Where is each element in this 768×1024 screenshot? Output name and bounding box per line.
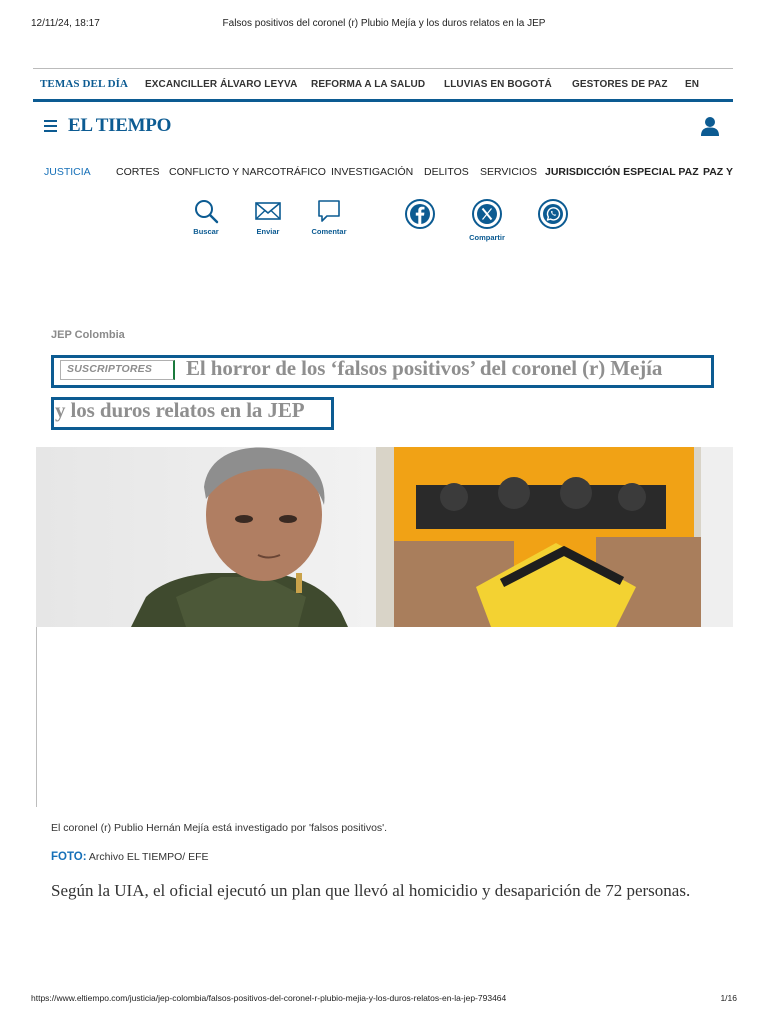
- print-url: https://www.eltiempo.com/justicia/jep-colombia/falsos-positivos-del-coronel-r-plubio-mejia-y-los-duros-relatos-en-la-jep-793464: [31, 993, 507, 1003]
- nav-item-conflicto[interactable]: CONFLICTO Y NARCOTRÁFICO: [169, 166, 326, 178]
- print-datetime: 12/11/24, 18:17: [31, 18, 100, 29]
- search-button[interactable]: [178, 198, 234, 236]
- x-twitter-icon: [471, 198, 503, 230]
- photo-caption: El coronel (r) Publio Hernán Mejía está investigado por 'falsos positivos'.: [51, 822, 388, 834]
- comment-label: Comentar: [311, 227, 347, 236]
- image-placeholder-edge: [36, 627, 37, 807]
- article-lead: Según la UIA, el oficial ejecutó un plan que llevó al homicidio y desaparición de 72 personas.: [51, 881, 691, 900]
- topic-link-gestores[interactable]: GESTORES DE PAZ: [572, 79, 668, 90]
- facebook-share-button[interactable]: [392, 198, 448, 230]
- share-label: Compartir: [469, 233, 505, 242]
- photo-credit: [51, 851, 209, 863]
- article-headline-continued: y los duros relatos en la JEP: [55, 398, 305, 422]
- send-label: Enviar: [256, 227, 280, 236]
- print-header: [0, 18, 768, 34]
- masthead: [33, 112, 733, 142]
- section-nav: [33, 164, 733, 182]
- search-label: Buscar: [193, 227, 219, 236]
- nav-item-investigacion[interactable]: INVESTIGACIÓN: [331, 166, 414, 178]
- send-button[interactable]: [240, 198, 296, 236]
- whatsapp-icon: [537, 198, 569, 230]
- print-page-number: 1/16: [720, 993, 737, 1003]
- article-headline: El horror de los ‘falsos positivos’ del coronel (r) Mejía: [186, 356, 663, 380]
- topic-link-lluvias[interactable]: LLUVIAS EN BOGOTÁ: [444, 79, 552, 90]
- user-account-icon[interactable]: [701, 116, 719, 136]
- article-photo-image: [36, 447, 733, 627]
- comment-button[interactable]: [301, 198, 357, 236]
- topic-link-salud[interactable]: REFORMA A LA SALUD: [311, 79, 426, 90]
- comment-icon: [316, 198, 342, 224]
- whatsapp-share-button[interactable]: [525, 198, 581, 230]
- topic-link-leyva[interactable]: EXCANCILLER ÁLVARO LEYVA: [145, 79, 298, 90]
- subscribers-badge: SUSCRIPTORES: [60, 360, 175, 380]
- nav-item-servicios[interactable]: SERVICIOS: [480, 166, 537, 178]
- topics-bar: [33, 68, 733, 102]
- x-share-button[interactable]: [459, 198, 515, 242]
- nav-item-jep[interactable]: JURISDICCIÓN ESPECIAL PAZ: [545, 166, 699, 178]
- print-document-title: Falsos positivos del coronel (r) Plubio Mejía y los duros relatos en la JEP: [222, 18, 546, 29]
- article-photo: [36, 447, 733, 627]
- share-bar: [0, 198, 768, 244]
- photo-credit-text: Archivo EL TIEMPO/ EFE: [86, 851, 209, 863]
- topic-link-more[interactable]: EN: [685, 79, 700, 90]
- search-icon: [193, 198, 219, 224]
- nav-item-cortes[interactable]: CORTES: [116, 166, 160, 178]
- site-logo[interactable]: EL TIEMPO: [68, 115, 172, 136]
- nav-item-paz[interactable]: PAZ Y: [703, 166, 733, 178]
- topics-label: TEMAS DEL DÍA: [40, 78, 129, 90]
- photo-credit-label: FOTO:: [51, 851, 87, 863]
- article-kicker[interactable]: JEP Colombia: [51, 329, 125, 341]
- nav-item-delitos[interactable]: DELITOS: [424, 166, 469, 178]
- nav-item-justicia[interactable]: JUSTICIA: [44, 166, 91, 178]
- envelope-icon: [254, 198, 282, 224]
- hamburger-menu-icon[interactable]: [44, 120, 57, 131]
- facebook-icon: [404, 198, 436, 230]
- print-footer: [0, 993, 768, 1007]
